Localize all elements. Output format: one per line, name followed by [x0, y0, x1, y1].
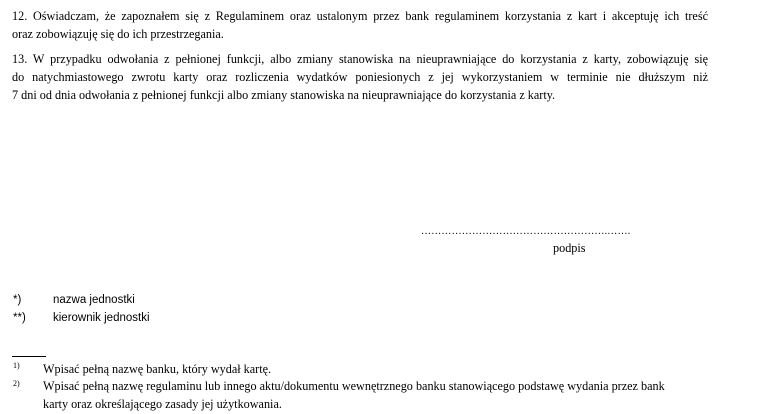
footnote-separator [12, 356, 46, 357]
footnote-1-text [43, 360, 711, 378]
clause-12 [12, 7, 708, 43]
signature-line: ……………………………………………….……. [421, 226, 631, 237]
clause-13-line-3: 7 dni od dnia odwołania z pełnionej funkcji albo zmiany stanowiska na nieuprawniające do korzystania z karty. [12, 88, 556, 102]
note-mark-double-asterisk: **) [13, 312, 26, 324]
note-text-unit-name: nazwa jednostki [53, 294, 135, 306]
note-text-unit-head: kierownik jednostki [53, 312, 150, 324]
clause-12-line-1: 12. Oświadczam, że zapoznałem się z Regulaminem oraz ustalonym przez bank regulaminem korzystania z kart i akceptuję ich treść [12, 9, 708, 23]
footnote-2-line-1: Wpisać pełną nazwę regulaminu lub innego aktu/dokumentu wewnętrznego banku stanowiącego podstawę wydania przez bank [43, 379, 665, 393]
note-mark-single-asterisk: *) [13, 294, 22, 306]
footnote-2-line-2: karty oraz określającego zasady jej użytkowania. [43, 397, 282, 411]
clause-13 [12, 50, 708, 104]
clause-13-line-1: 13. W przypadku odwołania z pełnionej funkcji, albo zmiany stanowiska na nieuprawniające do korzystania z karty, zobowiązuję się [12, 52, 708, 66]
clause-13-line-2: do natychmiastowego zwrotu karty oraz rozliczenia wydatków poniesionych z jej wykorzystaniem w terminie nie dłuższym niż [12, 70, 708, 84]
footnote-2-mark: 2) [13, 379, 20, 388]
signature-label: podpis [553, 241, 586, 255]
footnote-2-text [43, 377, 711, 413]
footnote-1-line-1: Wpisać pełną nazwę banku, który wydał kartę. [43, 362, 272, 376]
footnote-1-mark: 1) [13, 361, 20, 370]
clause-12-line-2: oraz zobowiązuję się do ich przestrzegania. [12, 27, 224, 41]
